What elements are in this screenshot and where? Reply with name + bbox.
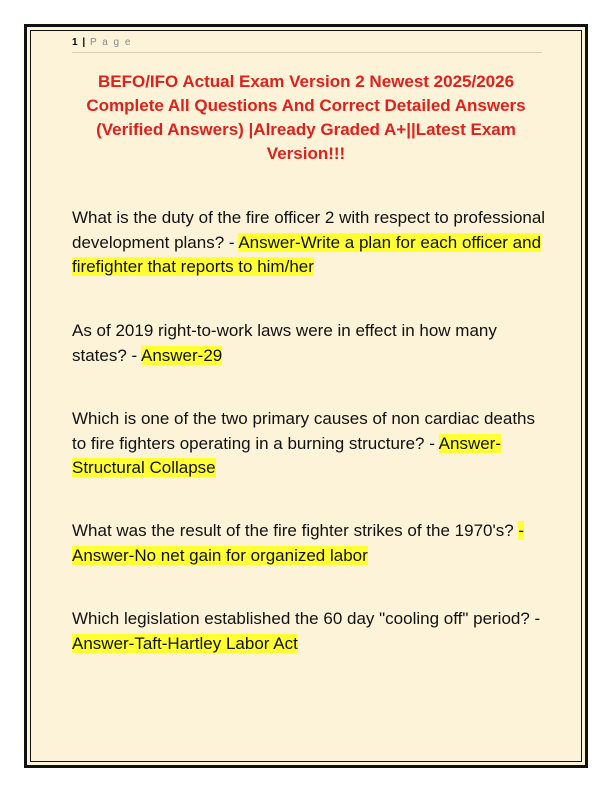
question-text: As of 2019 right-to-work laws were in effect in how many states? - xyxy=(72,321,497,365)
answer-text: Answer-Structural Collapse xyxy=(72,433,502,477)
qa-item xyxy=(72,607,546,656)
question-text: Which legislation established the 60 day "cooling off" period? - xyxy=(72,609,541,628)
page-word: P a g e xyxy=(89,37,132,48)
qa-item xyxy=(72,319,546,368)
page-header xyxy=(72,36,542,53)
answer-text: Answer-Write a plan for each officer and firefighter that reports to him/her xyxy=(72,232,542,276)
header-separator: | xyxy=(82,37,86,48)
qa-item xyxy=(72,519,546,568)
answer-text: - Answer-No net gain for organized labor xyxy=(72,521,525,565)
answer-text: Answer-29 xyxy=(140,345,223,365)
qa-item xyxy=(72,206,546,280)
question-text: What is the duty of the fire officer 2 with respect to professional development plans? - xyxy=(72,208,546,252)
document-title: BEFO/IFO Actual Exam Version 2 Newest 2025/2026 Complete All Questions And Correct Detailed Answers (Verified Answers) |Already Graded A+||Latest Exam Version!!! xyxy=(86,72,526,163)
question-text: Which is one of the two primary causes of non cardiac deaths to fire fighters operating in a burning structure? - xyxy=(72,409,536,453)
page-number: 1 xyxy=(72,37,78,48)
question-text: What was the result of the fire fighter strikes of the 1970's? xyxy=(72,521,519,540)
answer-text: Answer-Taft-Hartley Labor Act xyxy=(72,633,298,653)
qa-item xyxy=(72,407,546,481)
